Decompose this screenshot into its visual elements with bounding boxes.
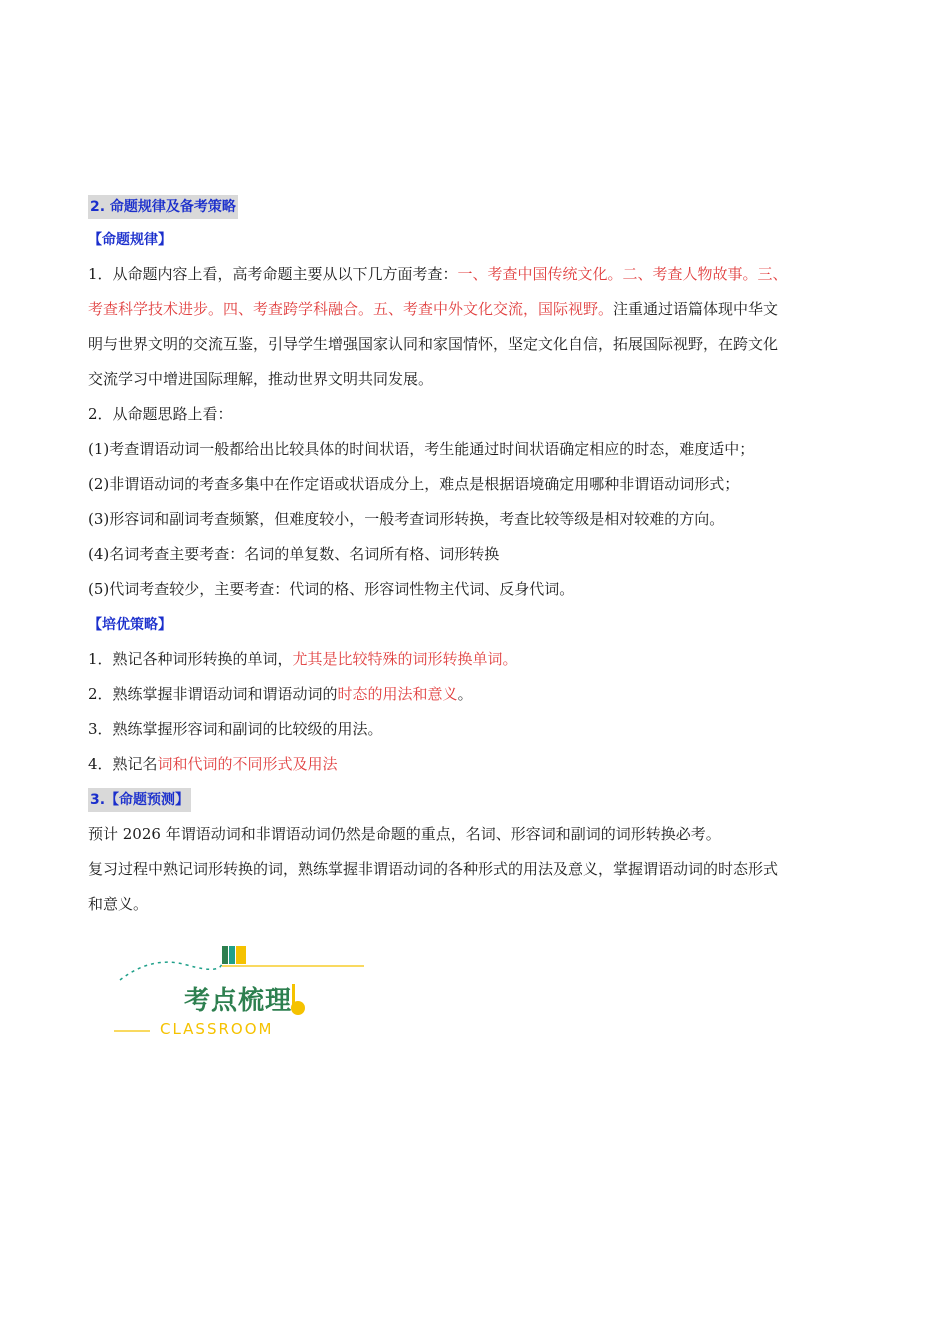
prediction-line2: 复习过程中熟记词形转换的词，熟练掌握非谓语动词的各种形式的用法及意义，掌握谓语动词的时态形式 — [88, 860, 779, 878]
logo-title: 考点梳理 — [184, 986, 293, 1016]
classroom-logo — [112, 940, 372, 1050]
strategy-4-text: 4．熟记名 — [88, 755, 158, 773]
prediction-line3: 和意义。 — [88, 895, 149, 913]
strategy-item-1 — [88, 642, 878, 677]
section3-title: 3.【命题预测】 — [88, 788, 191, 812]
strategy-heading: 【培优策略】 — [88, 617, 172, 633]
rules-heading: 【命题规律】 — [88, 232, 172, 248]
strategy-4-red: 词和代词的不同形式及用法 — [157, 755, 338, 773]
rule1-line3: 明与世界文明的交流互鉴，引导学生增强国家认同和家国情怀，坚定文化自信，拓展国际视野，在跨文化 — [88, 335, 779, 353]
strategy-3-text: 3．熟练掌握形容词和副词的比较级的用法。 — [88, 720, 383, 738]
rule1-line1 — [88, 257, 878, 292]
strategy-2-red: 时态的用法和意义 — [337, 685, 458, 703]
document-body — [88, 190, 878, 922]
strategy-1-text: 1．熟记各种词形转换的单词， — [88, 650, 293, 668]
rule-item-1: (1)考查谓语动词一般都给出比较具体的时间状语，考生能通过时间状语确定相应的时态，难度适中； — [88, 440, 755, 458]
logo-subtitle: CLASSROOM — [160, 1020, 274, 1038]
rule1-tail-line2: 注重通过语篇体现中华文 — [613, 300, 779, 318]
strategy-2-tail: 。 — [457, 685, 473, 703]
section3-title-row — [88, 782, 878, 817]
rule-item-2: (2)非谓语动词的考查多集中在作定语或状语成分上，难点是根据语境确定用哪种非谓语动词形式； — [88, 475, 740, 493]
rule-item-3: (3)形容词和副词考查频繁，但难度较小，一般考查词形转换，考查比较等级是相对较难的方向。 — [88, 510, 725, 528]
rule-item-5: (5)代词考查较少，主要考查：代词的格、形容词性物主代词、反身代词。 — [88, 580, 575, 598]
rules-heading-row — [88, 222, 878, 257]
section2-title-row — [88, 190, 878, 222]
strategy-item-4 — [88, 747, 878, 782]
rule1-line2 — [88, 292, 878, 327]
rule2-line: 2．从命题思路上看： — [88, 405, 233, 423]
strategy-2-text: 2．熟练掌握非谓语动词和谓语动词的 — [88, 685, 338, 703]
strategy-item-2 — [88, 677, 878, 712]
section2-title: 2. 命题规律及备考策略 — [88, 195, 238, 219]
rule1-line4: 交流学习中增进国际理解，推动世界文明共同发展。 — [88, 370, 434, 388]
prediction-line1: 预计 2026 年谓语动词和非谓语动词仍然是命题的重点，名词、形容词和副词的词形转换必考。 — [88, 825, 721, 843]
strategy-item-3 — [88, 712, 878, 747]
rule-item-4: (4)名词考查主要考查：名词的单复数、名词所有格、词形转换 — [88, 545, 500, 563]
strategy-1-red: 尤其是比较特殊的词形转换单词。 — [292, 650, 518, 668]
rule1-red-line2: 考查科学技术进步。四、考查跨学科融合。五、考查中外文化交流，国际视野。 — [88, 300, 614, 318]
rule1-red-line1: 一、考查中国传统文化。二、考查人物故事。三、 — [457, 265, 788, 283]
strategy-heading-row — [88, 607, 878, 642]
rule1-prefix: 1．从命题内容上看，高考命题主要从以下几方面考查： — [88, 265, 458, 283]
